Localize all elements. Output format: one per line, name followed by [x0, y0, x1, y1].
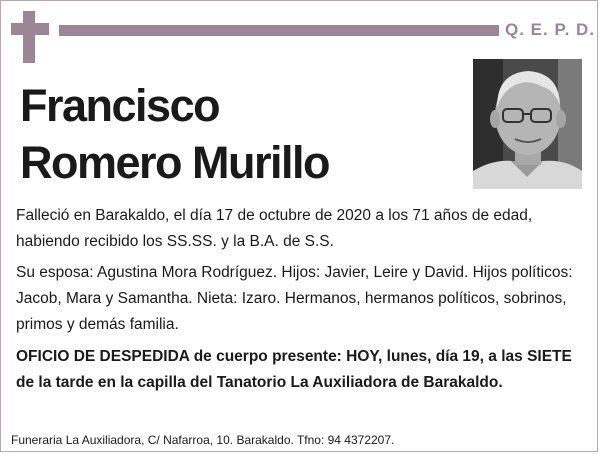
- funeral-home-footer: Funeraria La Auxiliadora, C/ Nafarroa, 10. Barakaldo. Tfno: 94 4372207.: [11, 433, 395, 447]
- deceased-name: [20, 77, 329, 191]
- death-notice-paragraph: Falleció en Barakaldo, el día 17 de octubre de 2020 a los 71 años de edad, habiendo recibido los SS.SS. y la B.A. de S.S.: [16, 207, 533, 250]
- funeral-service-paragraph: OFICIO DE DESPEDIDA de cuerpo presente: HOY, lunes, día 19, a las SIETE de la tarde en la capilla del Tanatorio La Auxiliadora de Barakaldo.: [16, 348, 572, 391]
- portrait-photo: [473, 59, 582, 189]
- header-divider: [59, 25, 499, 36]
- cross-icon-bar: [11, 23, 49, 35]
- family-paragraph: Su esposa: Agustina Mora Rodríguez. Hijos: Javier, Leire y David. Hijos políticos: Jacob, Mara y Samantha. Nieta: Izaro. Hermanos, hermanos políticos, sobrinos, primos y demás familia.: [16, 264, 573, 333]
- portrait-illustration: [473, 59, 582, 189]
- cross-icon: [23, 11, 35, 63]
- qepd-label: Q. E. P. D.: [505, 20, 596, 39]
- name-line-1: Francisco: [20, 80, 220, 131]
- name-line-2: Romero Murillo: [20, 137, 330, 188]
